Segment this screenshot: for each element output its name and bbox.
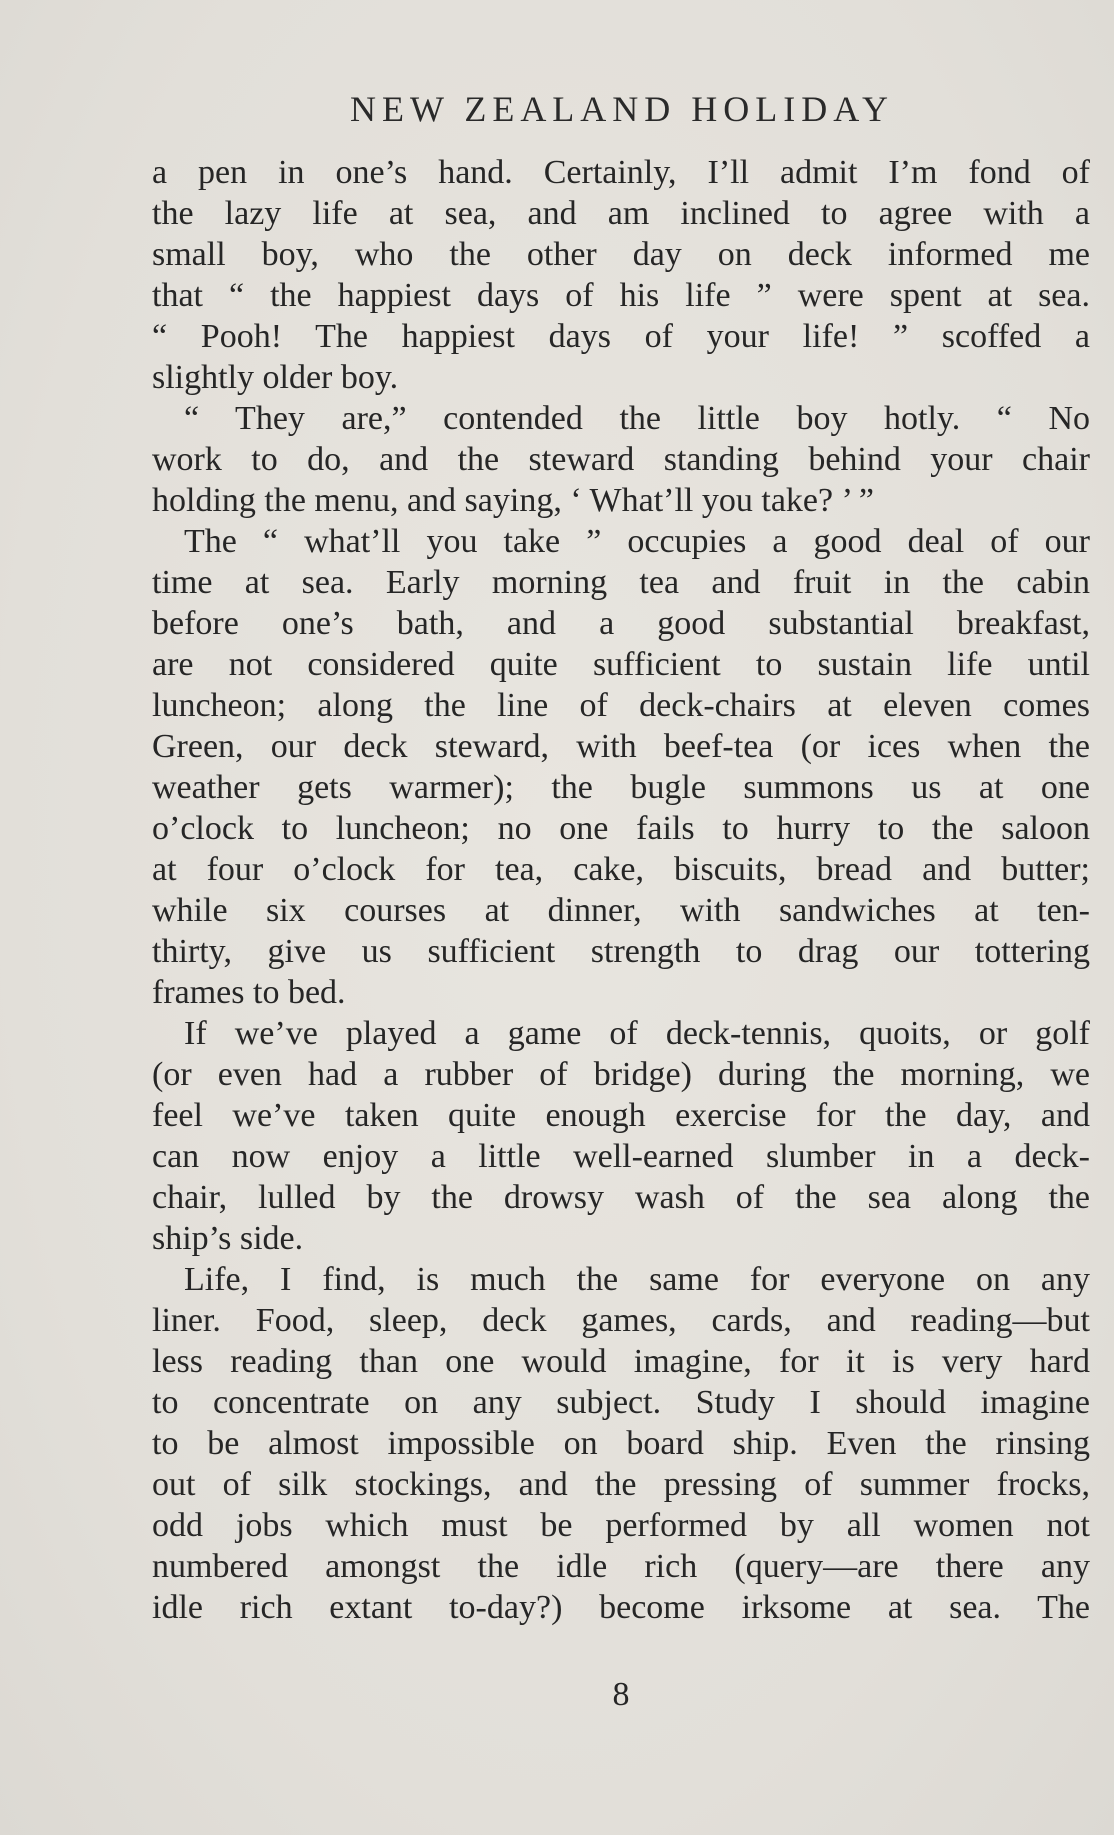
body-text bbox=[152, 152, 1090, 1628]
text-line: at four o’clock for tea, cake, biscuits, bread and butter; bbox=[152, 851, 1090, 888]
text-line: Green, our deck steward, with beef-tea (or ices when the bbox=[152, 728, 1090, 765]
paragraph bbox=[152, 1013, 1090, 1259]
text-line: a pen in one’s hand. Certainly, I’ll admit I’m fond of bbox=[152, 154, 1090, 191]
text-line: to be almost impossible on board ship. Even the rinsing bbox=[152, 1425, 1090, 1462]
text-line: can now enjoy a little well-earned slumber in a deck- bbox=[152, 1138, 1090, 1175]
page-number: 8 bbox=[612, 1676, 630, 1713]
text-line: to concentrate on any subject. Study I should imagine bbox=[152, 1384, 1090, 1421]
paragraph bbox=[152, 521, 1090, 1013]
text-line: odd jobs which must be performed by all women not bbox=[152, 1507, 1090, 1544]
text-line: time at sea. Early morning tea and fruit in the cabin bbox=[152, 564, 1090, 601]
text-line: weather gets warmer); the bugle summons us at one bbox=[152, 769, 1090, 806]
text-line: holding the menu, and saying, ‘ What’ll you take? ’ ” bbox=[152, 482, 874, 519]
text-line: numbered amongst the idle rich (query—are there any bbox=[152, 1548, 1090, 1585]
text-line: the lazy life at sea, and am inclined to agree with a bbox=[152, 195, 1090, 232]
text-line: frames to bed. bbox=[152, 974, 346, 1011]
text-line: chair, lulled by the drowsy wash of the sea along the bbox=[152, 1179, 1090, 1216]
text-line: “ Pooh! The happiest days of your life! ” scoffed a bbox=[152, 318, 1090, 355]
text-line: liner. Food, sleep, deck games, cards, and reading—but bbox=[152, 1302, 1090, 1339]
text-line: ship’s side. bbox=[152, 1220, 304, 1257]
text-line: are not considered quite sufficient to sustain life until bbox=[152, 646, 1090, 683]
text-line: The “ what’ll you take ” occupies a good deal of our bbox=[184, 523, 1090, 560]
text-line: If we’ve played a game of deck-tennis, quoits, or golf bbox=[184, 1015, 1090, 1052]
running-head: NEW ZEALAND HOLIDAY bbox=[350, 89, 894, 129]
text-line: Life, I find, is much the same for everyone on any bbox=[184, 1261, 1090, 1298]
text-line: feel we’ve taken quite enough exercise for the day, and bbox=[152, 1097, 1090, 1134]
text-line: while six courses at dinner, with sandwiches at ten- bbox=[152, 892, 1090, 929]
text-line: “ They are,” contended the little boy hotly. “ No bbox=[184, 400, 1090, 437]
text-line: that “ the happiest days of his life ” were spent at sea. bbox=[152, 277, 1090, 314]
text-line: less reading than one would imagine, for it is very hard bbox=[152, 1343, 1090, 1380]
text-line: thirty, give us sufficient strength to drag our tottering bbox=[152, 933, 1090, 970]
text-line: small boy, who the other day on deck informed me bbox=[152, 236, 1090, 273]
text-line: work to do, and the steward standing behind your chair bbox=[152, 441, 1090, 478]
text-line: out of silk stockings, and the pressing of summer frocks, bbox=[152, 1466, 1090, 1503]
text-line: o’clock to luncheon; no one fails to hurry to the saloon bbox=[152, 810, 1090, 847]
paragraph bbox=[152, 398, 1090, 521]
text-line: idle rich extant to-day?) become irksome at sea. The bbox=[152, 1589, 1090, 1626]
text-line: (or even had a rubber of bridge) during the morning, we bbox=[152, 1056, 1090, 1093]
text-line: slightly older boy. bbox=[152, 359, 399, 396]
text-line: luncheon; along the line of deck-chairs at eleven comes bbox=[152, 687, 1090, 724]
paragraph bbox=[152, 152, 1090, 398]
paragraph bbox=[152, 1259, 1090, 1628]
text-line: before one’s bath, and a good substantial breakfast, bbox=[152, 605, 1090, 642]
